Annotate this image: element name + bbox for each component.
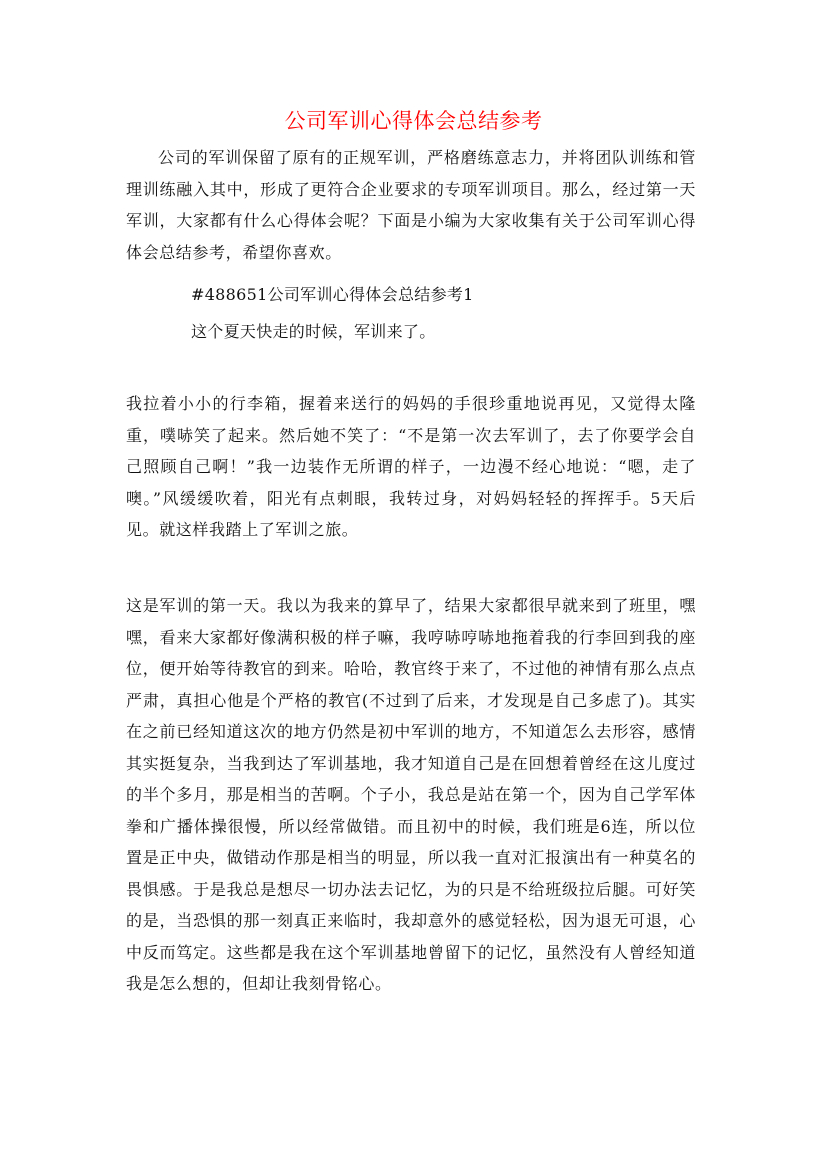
document-title: 公司军训心得体会总结参考: [284, 109, 543, 133]
body-paragraph-1: 我拉着小小的行李箱，握着来送行的妈妈的手很珍重地说再见，又觉得太隆重，噗哧笑了起来。然后她不笑了：“不是第一次去军训了，去了你要学会自己照顾自己啊！”我一边装作无所谓的样子，一边漫不经心地说：“嗯，走了噢。”风缓缓吹着，阳光有点刺眼，我转过身，对妈妈轻轻的挥挥手。5天后见。就这样我踏上了军训之旅。: [126, 394, 696, 539]
opening-line: 这个夏天快走的时候，军训来了。: [191, 322, 436, 341]
section-heading: #488651公司军训心得体会总结参考1: [191, 285, 474, 304]
body-paragraph-2: 这是军训的第一天。我以为我来的算早了，结果大家都很早就来到了班里，嘿嘿，看来大家都好像满积极的样子嘛，我哼哧哼哧地拖着我的行李回到我的座位，便开始等待教官的到来。哈哈，教官终于来了，不过他的神情有那么点点严肃，真担心他是个严格的教官(不过到了后来，才发现是自己多虑了)。其实在之前已经知道这次的地方仍然是初中军训的地方，不知道怎么去形容，感情其实挺复杂，当我到达了军训基地，我才知道自己是在回想着曾经在这儿度过的半个多月，那是相当的苦啊。个子小，我总是站在第一个，因为自己学军体拳和广播体操很慢，所以经常做错。而且初中的时候，我们班是6连，所以位置是正中央，做错动作那是相当的明显，所以我一直对汇报演出有一种莫名的畏惧感。于是我总是想尽一切办法去记忆，为的只是不给班级拉后腿。可好笑的是，当恐惧的那一刻真正来临时，我却意外的感觉轻松，因为退无可退，心中反而笃定。这些都是我在这个军训基地曾留下的记忆，虽然没有人曾经知道我是怎么想的，但却让我刻骨铭心。: [126, 596, 696, 993]
intro-paragraph: 公司的军训保留了原有的正规军训，严格磨练意志力，并将团队训练和管理训练融入其中，形成了更符合企业要求的专项军训项目。那么，经过第一天军训，大家都有什么心得体会呢？下面是小编为大家收集有关于公司军训心得体会总结参考，希望你喜欢。: [126, 148, 696, 262]
